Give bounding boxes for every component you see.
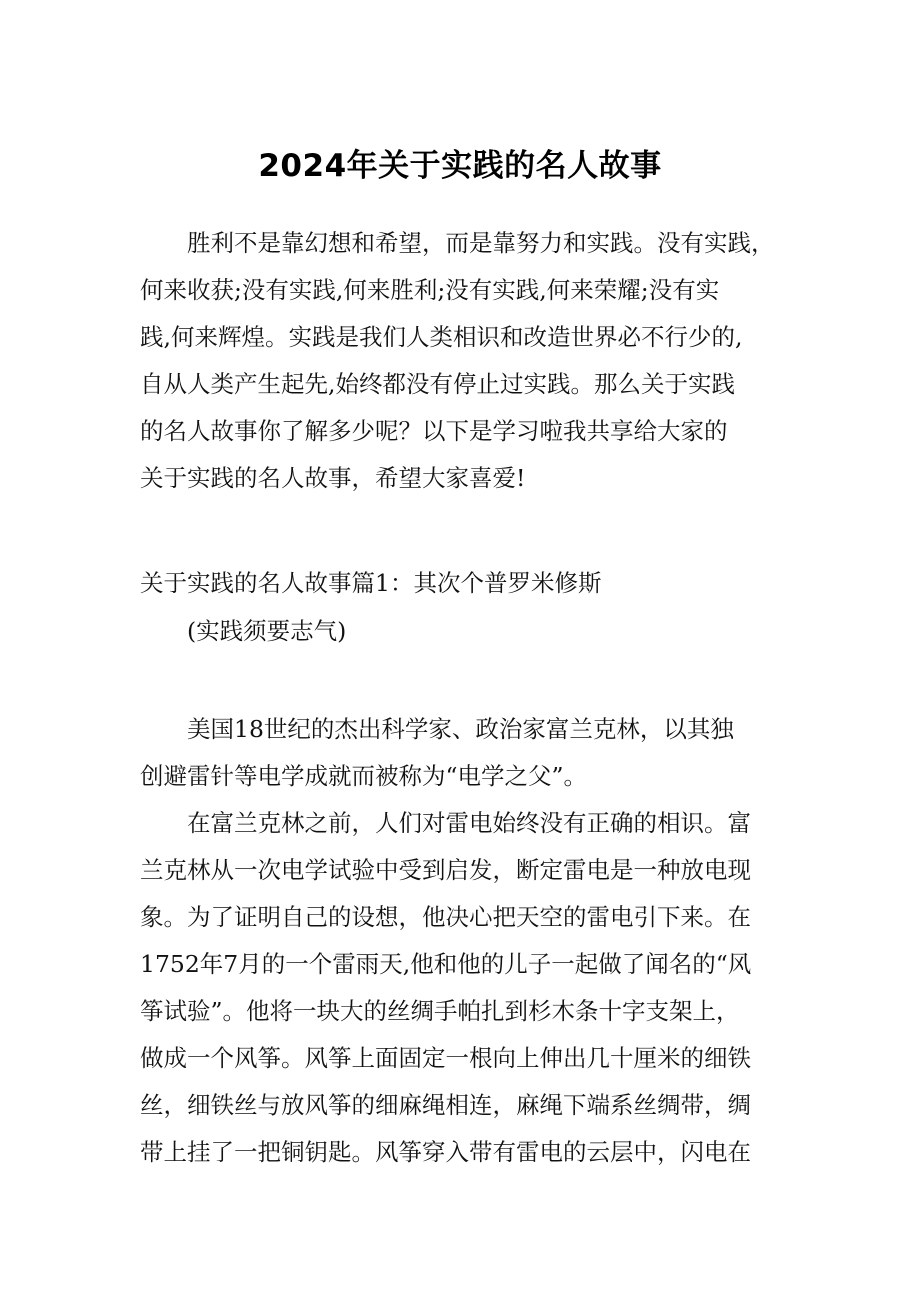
paragraph-line: 在富兰克林之前，人们对雷电始终没有正确的相识。富 — [187, 809, 751, 837]
section-subtitle: (实践须要志气) — [187, 617, 347, 645]
document-title: 2024年关于实践的名人故事 — [258, 148, 662, 184]
intro-line: 胜利不是靠幻想和希望，而是靠努力和实践。没有实践， — [187, 229, 775, 257]
intro-line: 践,何来辉煌。实践是我们人类相识和改造世界必不行少的, — [140, 323, 743, 351]
paragraph-line: 丝，细铁丝与放风筝的细麻绳相连，麻绳下端系丝绸带，绸 — [140, 1091, 751, 1119]
paragraph-line: 象。为了证明自己的设想，他决心把天空的雷电引下来。在 — [140, 903, 751, 931]
paragraph-line: 做成一个风筝。风筝上面固定一根向上伸出几十厘米的细铁 — [140, 1044, 751, 1072]
paragraph-line: 美国18世纪的杰出科学家、政治家富兰克林，以其独 — [187, 715, 734, 743]
paragraph-line: 1752年7月的一个雷雨天,他和他的儿子一起做了闻名的“风 — [140, 950, 752, 978]
paragraph-line: 创避雷针等电学成就而被称为“电学之父”。 — [140, 762, 588, 790]
intro-line: 何来收获;没有实践,何来胜利;没有实践,何来荣耀;没有实 — [140, 276, 720, 304]
intro-line: 的名人故事你了解多少呢？以下是学习啦我共享给大家的 — [140, 417, 728, 445]
section-heading: 关于实践的名人故事篇1：其次个普罗米修斯 — [140, 569, 602, 597]
intro-line: 自从人类产生起先,始终都没有停止过实践。那么关于实践 — [140, 370, 735, 398]
paragraph-line: 筝试验”。他将一块大的丝绸手帕扎到杉木条十字支架上， — [140, 997, 740, 1025]
intro-line: 关于实践的名人故事，希望大家喜爱! — [140, 464, 526, 492]
paragraph-line: 兰克林从一次电学试验中受到启发，断定雷电是一种放电现 — [140, 856, 751, 884]
paragraph-line: 带上挂了一把铜钥匙。风筝穿入带有雷电的云层中，闪电在 — [140, 1138, 751, 1166]
